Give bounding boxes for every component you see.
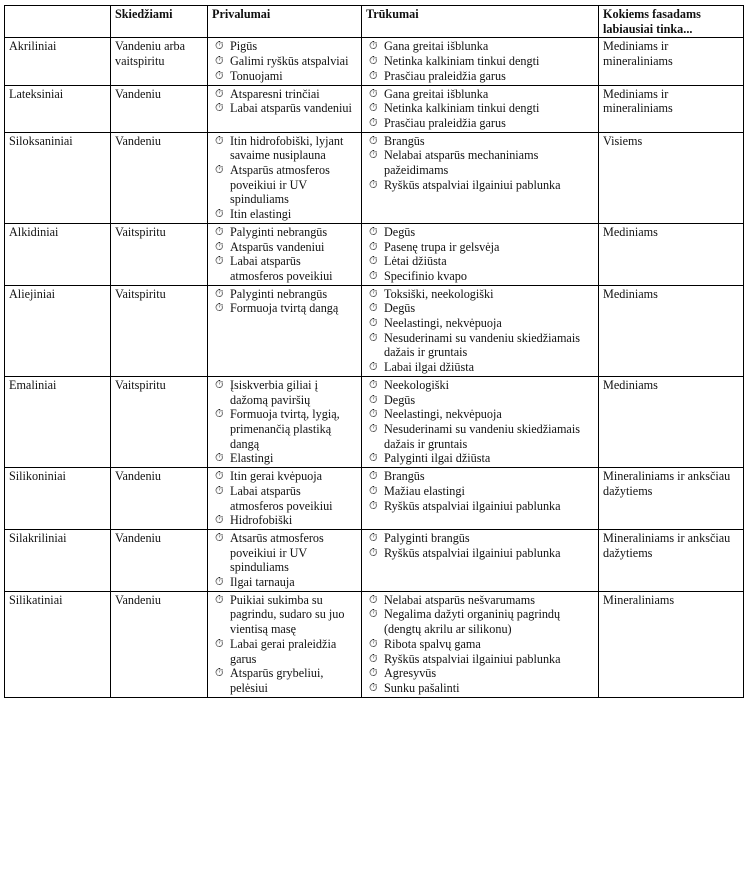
clock-bullet-icon: ⏱ xyxy=(369,149,378,162)
list-item xyxy=(366,178,594,193)
pros-cell xyxy=(208,376,362,467)
list-item-text: Ribota spalvų gama xyxy=(384,636,481,651)
list-item-text: Įsiskverbia giliai į dažomą paviršių xyxy=(230,377,319,407)
clock-bullet-icon: ⏱ xyxy=(215,514,224,527)
cons-cell-list xyxy=(366,378,594,466)
facade-use-cell: Mineraliniams xyxy=(599,591,744,697)
table-row xyxy=(5,376,744,467)
list-item-text: Brangūs xyxy=(384,133,425,148)
list-item xyxy=(366,546,594,561)
list-item xyxy=(366,87,594,102)
clock-bullet-icon: ⏱ xyxy=(215,576,224,589)
pros-cell-list xyxy=(212,378,357,466)
facade-use-cell: Mediniams xyxy=(599,285,744,376)
table-row xyxy=(5,85,744,132)
clock-bullet-icon: ⏱ xyxy=(369,40,378,53)
pros-cell-list xyxy=(212,593,357,696)
list-item-text: Palyginti nebrangūs xyxy=(230,224,328,239)
list-item-text: Sunku pašalinti xyxy=(384,680,460,695)
clock-bullet-icon: ⏱ xyxy=(369,269,378,282)
clock-bullet-icon: ⏱ xyxy=(215,302,224,315)
list-item-text: Labai atsparūs vandeniui xyxy=(230,101,352,116)
pros-cell xyxy=(208,85,362,132)
header-use: Kokiems fasadams labiausiai tinka... xyxy=(599,6,744,38)
list-item-text: Nesuderinami su vandeniu skiedžiamais dažais ir gruntais xyxy=(384,421,580,451)
cons-cell xyxy=(362,132,599,223)
pros-cell xyxy=(208,529,362,591)
list-item-text: Hidrofobiški xyxy=(230,513,293,528)
list-item xyxy=(366,69,594,84)
list-item xyxy=(366,666,594,681)
clock-bullet-icon: ⏱ xyxy=(215,531,224,544)
paint-type-name: Emaliniai xyxy=(5,376,111,467)
list-item xyxy=(366,531,594,546)
cons-cell-list xyxy=(366,469,594,513)
list-item xyxy=(212,575,357,590)
clock-bullet-icon: ⏱ xyxy=(369,134,378,147)
facade-use-cell: Mediniams ir mineraliniams xyxy=(599,85,744,132)
clock-bullet-icon: ⏱ xyxy=(369,422,378,435)
clock-bullet-icon: ⏱ xyxy=(215,225,224,238)
list-item-text: Atsparesni trinčiai xyxy=(230,86,320,101)
table-body xyxy=(5,38,744,697)
clock-bullet-icon: ⏱ xyxy=(215,87,224,100)
pros-cell-list xyxy=(212,225,357,284)
paint-comparison-table xyxy=(4,5,744,698)
clock-bullet-icon: ⏱ xyxy=(369,317,378,330)
list-item xyxy=(366,134,594,149)
list-item xyxy=(212,637,357,666)
facade-use-cell: Mineraliniams ir anksčiau dažytiems xyxy=(599,468,744,530)
header-row xyxy=(5,6,744,38)
list-item-text: Mažiau elastingi xyxy=(384,483,465,498)
clock-bullet-icon: ⏱ xyxy=(215,208,224,221)
list-item-text: Galimi ryškūs atspalviai xyxy=(230,54,349,69)
clock-bullet-icon: ⏱ xyxy=(369,652,378,665)
list-item xyxy=(366,316,594,331)
list-item-text: Palyginti ilgai džiūsta xyxy=(384,451,491,466)
list-item xyxy=(366,225,594,240)
list-item xyxy=(366,484,594,499)
clock-bullet-icon: ⏱ xyxy=(369,546,378,559)
list-item-text: Gana greitai išblunka xyxy=(384,86,489,101)
list-item-text: Atsparūs grybeliui, pelėsiui xyxy=(230,666,324,695)
list-item-text: Palyginti nebrangūs xyxy=(230,286,328,301)
clock-bullet-icon: ⏱ xyxy=(369,302,378,315)
paint-type-name: Silakriliniai xyxy=(5,529,111,591)
list-item xyxy=(366,469,594,484)
solvent-cell: Vandeniu xyxy=(111,468,208,530)
clock-bullet-icon: ⏱ xyxy=(369,593,378,606)
table-row xyxy=(5,591,744,697)
list-item-text: Ryškūs atspalviai ilgainiui pablunka xyxy=(384,545,561,560)
list-item xyxy=(212,469,357,484)
list-item-text: Itin hidrofobiški, lyjant savaime nusiplauna xyxy=(230,133,344,163)
solvent-cell: Vaitspiritu xyxy=(111,285,208,376)
list-item xyxy=(212,593,357,637)
list-item-text: Lėtai džiūsta xyxy=(384,254,447,269)
pros-cell xyxy=(208,468,362,530)
table-row xyxy=(5,285,744,376)
pros-cell-list xyxy=(212,287,357,316)
list-item-text: Prasčiau praleidžia garus xyxy=(384,115,506,130)
list-item xyxy=(212,87,357,102)
list-item xyxy=(366,607,594,636)
list-item-text: Labai gerai praleidžia garus xyxy=(230,636,337,666)
table-row xyxy=(5,223,744,285)
table-row xyxy=(5,38,744,85)
list-item-text: Netinka kalkiniam tinkui dengti xyxy=(384,101,540,116)
solvent-cell: Vandeniu xyxy=(111,85,208,132)
paint-type-name: Silikatiniai xyxy=(5,591,111,697)
list-item xyxy=(366,360,594,375)
table-row xyxy=(5,132,744,223)
clock-bullet-icon: ⏱ xyxy=(369,116,378,129)
solvent-cell: Vandeniu arba vaitspiritu xyxy=(111,38,208,85)
pros-cell xyxy=(208,132,362,223)
list-item xyxy=(366,254,594,269)
pros-cell xyxy=(208,223,362,285)
header-name xyxy=(5,6,111,38)
cons-cell xyxy=(362,591,599,697)
list-item xyxy=(212,254,357,283)
list-item-text: Gana greitai išblunka xyxy=(384,39,489,54)
list-item xyxy=(212,101,357,116)
list-item-text: Nelabai atsparūs nešvarumams xyxy=(384,592,535,607)
clock-bullet-icon: ⏱ xyxy=(215,240,224,253)
clock-bullet-icon: ⏱ xyxy=(215,667,224,680)
cons-cell-list xyxy=(366,593,594,696)
list-item-text: Tonuojami xyxy=(230,68,283,83)
cons-cell xyxy=(362,376,599,467)
cons-cell xyxy=(362,38,599,85)
table-row xyxy=(5,529,744,591)
list-item xyxy=(212,666,357,695)
clock-bullet-icon: ⏱ xyxy=(369,331,378,344)
list-item-text: Degūs xyxy=(384,224,416,239)
list-item xyxy=(366,637,594,652)
list-item xyxy=(366,593,594,608)
clock-bullet-icon: ⏱ xyxy=(215,378,224,391)
list-item xyxy=(366,39,594,54)
pros-cell-list xyxy=(212,469,357,528)
facade-use-cell: Mediniams xyxy=(599,223,744,285)
list-item xyxy=(212,134,357,163)
clock-bullet-icon: ⏱ xyxy=(369,484,378,497)
facade-use-cell: Visiems xyxy=(599,132,744,223)
clock-bullet-icon: ⏱ xyxy=(215,40,224,53)
clock-bullet-icon: ⏱ xyxy=(369,225,378,238)
cons-cell xyxy=(362,529,599,591)
header-cons: Trūkumai xyxy=(362,6,599,38)
clock-bullet-icon: ⏱ xyxy=(215,452,224,465)
cons-cell-list xyxy=(366,134,594,193)
cons-cell xyxy=(362,223,599,285)
list-item-text: Pigūs xyxy=(230,39,258,54)
list-item-text: Brangūs xyxy=(384,469,425,484)
clock-bullet-icon: ⏱ xyxy=(369,287,378,300)
list-item-text: Atsparūs atmosferos poveikiui ir UV spinduliams xyxy=(230,163,330,207)
pros-cell-list xyxy=(212,134,357,222)
list-item xyxy=(212,531,357,575)
list-item xyxy=(366,422,594,451)
list-item-text: Itin gerai kvėpuoja xyxy=(230,469,323,484)
cons-cell-list xyxy=(366,225,594,284)
cons-cell-list xyxy=(366,39,594,83)
list-item-text: Toksiški, neekologiški xyxy=(384,286,494,301)
list-item xyxy=(212,287,357,302)
list-item-text: Puikiai sukimba su pagrindu, sudaro su juo vientisą masę xyxy=(230,592,345,637)
clock-bullet-icon: ⏱ xyxy=(215,164,224,177)
list-item-text: Atsparūs vandeniui xyxy=(230,239,325,254)
list-item-text: Prasčiau praleidžia garus xyxy=(384,68,506,83)
pros-cell-list xyxy=(212,39,357,83)
list-item xyxy=(366,681,594,696)
list-item-text: Elastingi xyxy=(230,451,274,466)
list-item xyxy=(366,116,594,131)
list-item xyxy=(212,207,357,222)
list-item xyxy=(366,301,594,316)
list-item-text: Neekologiški xyxy=(384,377,449,392)
clock-bullet-icon: ⏱ xyxy=(369,102,378,115)
list-item-text: Negalima dažyti organinių pagrindų (dengtų akrilu ar silikonu) xyxy=(384,607,561,637)
list-item xyxy=(366,101,594,116)
solvent-cell: Vandeniu xyxy=(111,132,208,223)
clock-bullet-icon: ⏱ xyxy=(369,378,378,391)
list-item xyxy=(212,484,357,513)
clock-bullet-icon: ⏱ xyxy=(369,69,378,82)
clock-bullet-icon: ⏱ xyxy=(369,531,378,544)
clock-bullet-icon: ⏱ xyxy=(215,55,224,68)
clock-bullet-icon: ⏱ xyxy=(215,637,224,650)
cons-cell-list xyxy=(366,287,594,375)
list-item xyxy=(212,451,357,466)
clock-bullet-icon: ⏱ xyxy=(215,484,224,497)
pros-cell-list xyxy=(212,87,357,116)
clock-bullet-icon: ⏱ xyxy=(215,470,224,483)
list-item xyxy=(366,393,594,408)
clock-bullet-icon: ⏱ xyxy=(369,637,378,650)
list-item xyxy=(212,240,357,255)
cons-cell xyxy=(362,85,599,132)
list-item-text: Atsarūs atmosferos poveikiui ir UV spinduliams xyxy=(230,530,324,575)
paint-type-name: Siloksaniniai xyxy=(5,132,111,223)
cons-cell xyxy=(362,468,599,530)
list-item-text: Ilgai tarnauja xyxy=(230,575,295,590)
list-item xyxy=(212,39,357,54)
clock-bullet-icon: ⏱ xyxy=(369,408,378,421)
clock-bullet-icon: ⏱ xyxy=(369,452,378,465)
list-item xyxy=(212,301,357,316)
list-item-text: Ryškūs atspalviai ilgainiui pablunka xyxy=(384,651,561,666)
list-item xyxy=(212,513,357,528)
paint-type-name: Lateksiniai xyxy=(5,85,111,132)
clock-bullet-icon: ⏱ xyxy=(215,408,224,421)
cons-cell-list xyxy=(366,531,594,560)
clock-bullet-icon: ⏱ xyxy=(215,593,224,606)
list-item-text: Labai atsparūs atmosferos poveikiui xyxy=(230,254,333,283)
solvent-cell: Vandeniu xyxy=(111,591,208,697)
clock-bullet-icon: ⏱ xyxy=(215,69,224,82)
list-item xyxy=(212,378,357,407)
list-item-text: Ryškūs atspalviai ilgainiui pablunka xyxy=(384,498,561,513)
table-row xyxy=(5,468,744,530)
list-item-text: Neelastingi, nekvėpuoja xyxy=(384,316,502,331)
list-item-text: Degūs xyxy=(384,301,416,316)
clock-bullet-icon: ⏱ xyxy=(369,608,378,621)
clock-bullet-icon: ⏱ xyxy=(369,361,378,374)
clock-bullet-icon: ⏱ xyxy=(369,240,378,253)
list-item xyxy=(366,378,594,393)
list-item-text: Specifinio kvapo xyxy=(384,268,467,283)
clock-bullet-icon: ⏱ xyxy=(369,393,378,406)
list-item-text: Degūs xyxy=(384,392,416,407)
list-item-text: Netinka kalkiniam tinkui dengti xyxy=(384,54,540,69)
list-item-text: Neelastingi, nekvėpuoja xyxy=(384,407,502,422)
list-item xyxy=(366,269,594,284)
clock-bullet-icon: ⏱ xyxy=(369,667,378,680)
list-item xyxy=(212,225,357,240)
paint-type-name: Silikoniniai xyxy=(5,468,111,530)
cons-cell-list xyxy=(366,87,594,131)
header-pros: Privalumai xyxy=(208,6,362,38)
list-item-text: Nesuderinami su vandeniu skiedžiamais dažais ir gruntais xyxy=(384,330,580,360)
list-item xyxy=(366,331,594,360)
pros-cell-list xyxy=(212,531,357,590)
clock-bullet-icon: ⏱ xyxy=(369,178,378,191)
list-item-text: Palyginti brangūs xyxy=(384,530,470,545)
facade-use-cell: Mediniams ir mineraliniams xyxy=(599,38,744,85)
list-item xyxy=(366,240,594,255)
clock-bullet-icon: ⏱ xyxy=(215,102,224,115)
solvent-cell: Vaitspiritu xyxy=(111,376,208,467)
list-item xyxy=(366,451,594,466)
list-item-text: Formuoja tvirtą dangą xyxy=(230,301,339,316)
list-item-text: Itin elastingi xyxy=(230,207,292,222)
list-item xyxy=(366,499,594,514)
facade-use-cell: Mineraliniams ir anksčiau dažytiems xyxy=(599,529,744,591)
clock-bullet-icon: ⏱ xyxy=(215,255,224,268)
list-item xyxy=(366,148,594,177)
solvent-cell: Vaitspiritu xyxy=(111,223,208,285)
clock-bullet-icon: ⏱ xyxy=(369,55,378,68)
list-item xyxy=(212,69,357,84)
list-item-text: Ryškūs atspalviai ilgainiui pablunka xyxy=(384,177,561,192)
paint-type-name: Akriliniai xyxy=(5,38,111,85)
paint-type-name: Alkidiniai xyxy=(5,223,111,285)
clock-bullet-icon: ⏱ xyxy=(215,287,224,300)
clock-bullet-icon: ⏱ xyxy=(369,87,378,100)
list-item xyxy=(366,287,594,302)
cons-cell xyxy=(362,285,599,376)
list-item xyxy=(212,163,357,207)
pros-cell xyxy=(208,38,362,85)
list-item-text: Nelabai atsparūs mechaniniams pažeidimams xyxy=(384,148,539,178)
list-item-text: Labai atsparūs atmosferos poveikiui xyxy=(230,483,333,513)
list-item-text: Labai ilgai džiūsta xyxy=(384,360,475,375)
clock-bullet-icon: ⏱ xyxy=(369,681,378,694)
list-item-text: Agresyvūs xyxy=(384,666,437,681)
list-item xyxy=(366,407,594,422)
clock-bullet-icon: ⏱ xyxy=(369,499,378,512)
list-item xyxy=(366,54,594,69)
solvent-cell: Vandeniu xyxy=(111,529,208,591)
clock-bullet-icon: ⏱ xyxy=(369,470,378,483)
clock-bullet-icon: ⏱ xyxy=(369,255,378,268)
list-item xyxy=(366,652,594,667)
list-item-text: Pasenę trupa ir gelsvėja xyxy=(384,239,500,254)
list-item-text: Formuoja tvirtą, lygią, primenančią plastiką dangą xyxy=(230,407,340,451)
list-item xyxy=(212,407,357,451)
list-item xyxy=(212,54,357,69)
clock-bullet-icon: ⏱ xyxy=(215,134,224,147)
header-solvent: Skiedžiami xyxy=(111,6,208,38)
pros-cell xyxy=(208,591,362,697)
paint-type-name: Aliejiniai xyxy=(5,285,111,376)
pros-cell xyxy=(208,285,362,376)
facade-use-cell: Mediniams xyxy=(599,376,744,467)
